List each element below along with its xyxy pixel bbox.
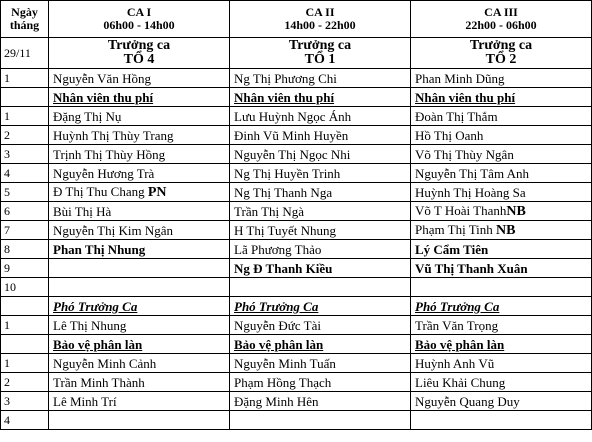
staff-name-ca1: Nguyễn Hương Trà <box>49 164 230 183</box>
row-number: 3 <box>1 145 49 164</box>
staff-name-ca1 <box>49 278 230 297</box>
shift-header-ca3 <box>411 1 592 38</box>
shift-name: CA I <box>126 5 152 19</box>
guard-header-row <box>1 335 592 354</box>
row-number: 10 <box>1 278 49 297</box>
date-column-header <box>1 1 49 38</box>
guard-name-ca1: Trần Minh Thành <box>49 373 230 392</box>
row-number: 1 <box>1 316 49 335</box>
staff-name-ca3: Nguyễn Thị Tâm Anh <box>411 164 592 183</box>
lead-name-ca2: Ng Thị Phương Chi <box>230 69 411 88</box>
empty-cell <box>1 88 49 107</box>
staff-name-ca2 <box>230 278 411 297</box>
row-number: 4 <box>1 164 49 183</box>
staff-name-ca2: Ng Thị Huyền Trinh <box>230 164 411 183</box>
corner-label-line1: Ngày <box>11 5 38 19</box>
staff-name: Phạm Thị Tinh <box>415 222 493 237</box>
staff-name-ca3 <box>411 221 592 240</box>
staff-name-ca3: Vũ Thị Thanh Xuân <box>411 259 592 278</box>
section-label-toll-staff: Nhân viên thu phí <box>411 88 592 107</box>
shift-lead-header-row <box>1 38 592 69</box>
shift-time: 06h00 - 14h00 <box>103 18 175 32</box>
guard-row <box>1 411 592 430</box>
guard-row <box>1 354 592 373</box>
section-label-deputy: Phó Trưởng Ca <box>411 297 592 316</box>
row-number: 2 <box>1 373 49 392</box>
toll-staff-header-row <box>1 88 592 107</box>
row-number: 7 <box>1 221 49 240</box>
staff-name: Võ T Hoài Thanh <box>415 203 507 218</box>
team-label: TỔ 1 <box>304 52 336 67</box>
shift-header-row <box>1 1 592 38</box>
staff-name-ca1 <box>49 259 230 278</box>
toll-staff-row <box>1 221 592 240</box>
staff-name-ca2: Ng Đ Thanh Kiều <box>230 259 411 278</box>
guard-row <box>1 373 592 392</box>
staff-name-ca2: Trần Thị Ngà <box>230 202 411 221</box>
staff-name-ca1: Nguyễn Thị Kim Ngân <box>49 221 230 240</box>
deputy-name-ca2: Nguyễn Đức Tài <box>230 316 411 335</box>
section-label-deputy: Phó Trưởng Ca <box>49 297 230 316</box>
guard-name-ca2 <box>230 411 411 430</box>
staff-name-ca3: Đoàn Thị Thắm <box>411 107 592 126</box>
staff-name-ca1: Huỳnh Thị Thùy Trang <box>49 126 230 145</box>
staff-name-ca3 <box>411 202 592 221</box>
guard-name-ca3: Liêu Khải Chung <box>411 373 592 392</box>
guard-name-ca1: Nguyễn Minh Cảnh <box>49 354 230 373</box>
team-label: TỔ 4 <box>123 52 155 67</box>
toll-staff-row <box>1 145 592 164</box>
guard-name-ca3: Huỳnh Anh Vũ <box>411 354 592 373</box>
deputy-header-row <box>1 297 592 316</box>
row-number: 4 <box>1 411 49 430</box>
staff-name-ca3: Hồ Thị Oanh <box>411 126 592 145</box>
shift-header-ca1 <box>49 1 230 38</box>
shift-name: CA III <box>484 5 518 19</box>
lead-header-ca1 <box>49 38 230 69</box>
row-number: 5 <box>1 183 49 202</box>
toll-staff-row <box>1 183 592 202</box>
guard-name-ca3: Nguyễn Quang Duy <box>411 392 592 411</box>
deputy-name-ca1: Lê Thị Nhung <box>49 316 230 335</box>
guard-name-ca3 <box>411 411 592 430</box>
toll-staff-row <box>1 278 592 297</box>
lead-header-ca2 <box>230 38 411 69</box>
staff-name-ca1: Trịnh Thị Thùy Hồng <box>49 145 230 164</box>
row-number: 9 <box>1 259 49 278</box>
guard-name-ca2: Phạm Hồng Thạch <box>230 373 411 392</box>
shift-time: 22h00 - 06h00 <box>465 18 537 32</box>
toll-staff-row <box>1 126 592 145</box>
lead-header-ca3 <box>411 38 592 69</box>
lead-title: Trưởng ca <box>107 38 171 53</box>
section-label-guard: Bảo vệ phân làn <box>230 335 411 354</box>
leave-tag: NB <box>506 204 526 219</box>
corner-label-line2: tháng <box>9 18 40 32</box>
guard-name-ca2: Đặng Minh Hên <box>230 392 411 411</box>
staff-name-ca1: Phan Thị Nhung <box>49 240 230 259</box>
staff-name-ca3: Võ Thị Thùy Ngân <box>411 145 592 164</box>
staff-name-ca1: Đặng Thị Nụ <box>49 107 230 126</box>
section-label-toll-staff: Nhân viên thu phí <box>230 88 411 107</box>
lead-title: Trưởng ca <box>469 38 533 53</box>
staff-name-ca3: Huỳnh Thị Hoàng Sa <box>411 183 592 202</box>
guard-name-ca1: Lê Minh Trí <box>49 392 230 411</box>
lead-title: Trưởng ca <box>288 38 352 53</box>
guard-row <box>1 392 592 411</box>
staff-name-ca1 <box>49 183 230 202</box>
shift-name: CA II <box>305 5 335 19</box>
team-label: TỔ 2 <box>485 52 517 67</box>
lead-name-ca3: Phan Minh Dũng <box>411 69 592 88</box>
row-number: 1 <box>1 69 49 88</box>
staff-name-ca2: Lưu Huỳnh Ngọc Ánh <box>230 107 411 126</box>
staff-name-ca1: Bùi Thị Hà <box>49 202 230 221</box>
leave-tag: PN <box>147 185 167 200</box>
deputy-name-ca3: Trần Văn Trọng <box>411 316 592 335</box>
staff-name-ca2: Nguyễn Thị Ngọc Nhi <box>230 145 411 164</box>
staff-name-ca2: Đinh Vũ Minh Huyền <box>230 126 411 145</box>
section-label-guard: Bảo vệ phân làn <box>49 335 230 354</box>
section-label-deputy: Phó Trưởng Ca <box>230 297 411 316</box>
shift-lead-row <box>1 69 592 88</box>
empty-cell <box>1 297 49 316</box>
staff-name-ca2: H Thị Tuyết Nhung <box>230 221 411 240</box>
row-number: 6 <box>1 202 49 221</box>
staff-name-ca2: Lã Phương Thảo <box>230 240 411 259</box>
row-number: 2 <box>1 126 49 145</box>
date-cell: 29/11 <box>1 38 49 69</box>
staff-name-ca3 <box>411 278 592 297</box>
toll-staff-row <box>1 240 592 259</box>
guard-name-ca1 <box>49 411 230 430</box>
toll-staff-row <box>1 164 592 183</box>
shift-header-ca2 <box>230 1 411 38</box>
toll-staff-row <box>1 107 592 126</box>
staff-name-ca2: Ng Thị Thanh Nga <box>230 183 411 202</box>
row-number: 3 <box>1 392 49 411</box>
row-number: 1 <box>1 107 49 126</box>
staff-name-ca3: Lý Cẩm Tiên <box>411 240 592 259</box>
guard-name-ca2: Nguyễn Minh Tuấn <box>230 354 411 373</box>
section-label-guard: Bảo vệ phân làn <box>411 335 592 354</box>
leave-tag: NB <box>496 223 516 238</box>
empty-cell <box>1 335 49 354</box>
deputy-row <box>1 316 592 335</box>
row-number: 8 <box>1 240 49 259</box>
shift-time: 14h00 - 22h00 <box>284 18 356 32</box>
section-label-toll-staff: Nhân viên thu phí <box>49 88 230 107</box>
toll-staff-row <box>1 259 592 278</box>
row-number: 1 <box>1 354 49 373</box>
lead-name-ca1: Nguyễn Văn Hồng <box>49 69 230 88</box>
staff-name: Đ Thị Thu Chang <box>53 184 145 199</box>
toll-staff-row <box>1 202 592 221</box>
